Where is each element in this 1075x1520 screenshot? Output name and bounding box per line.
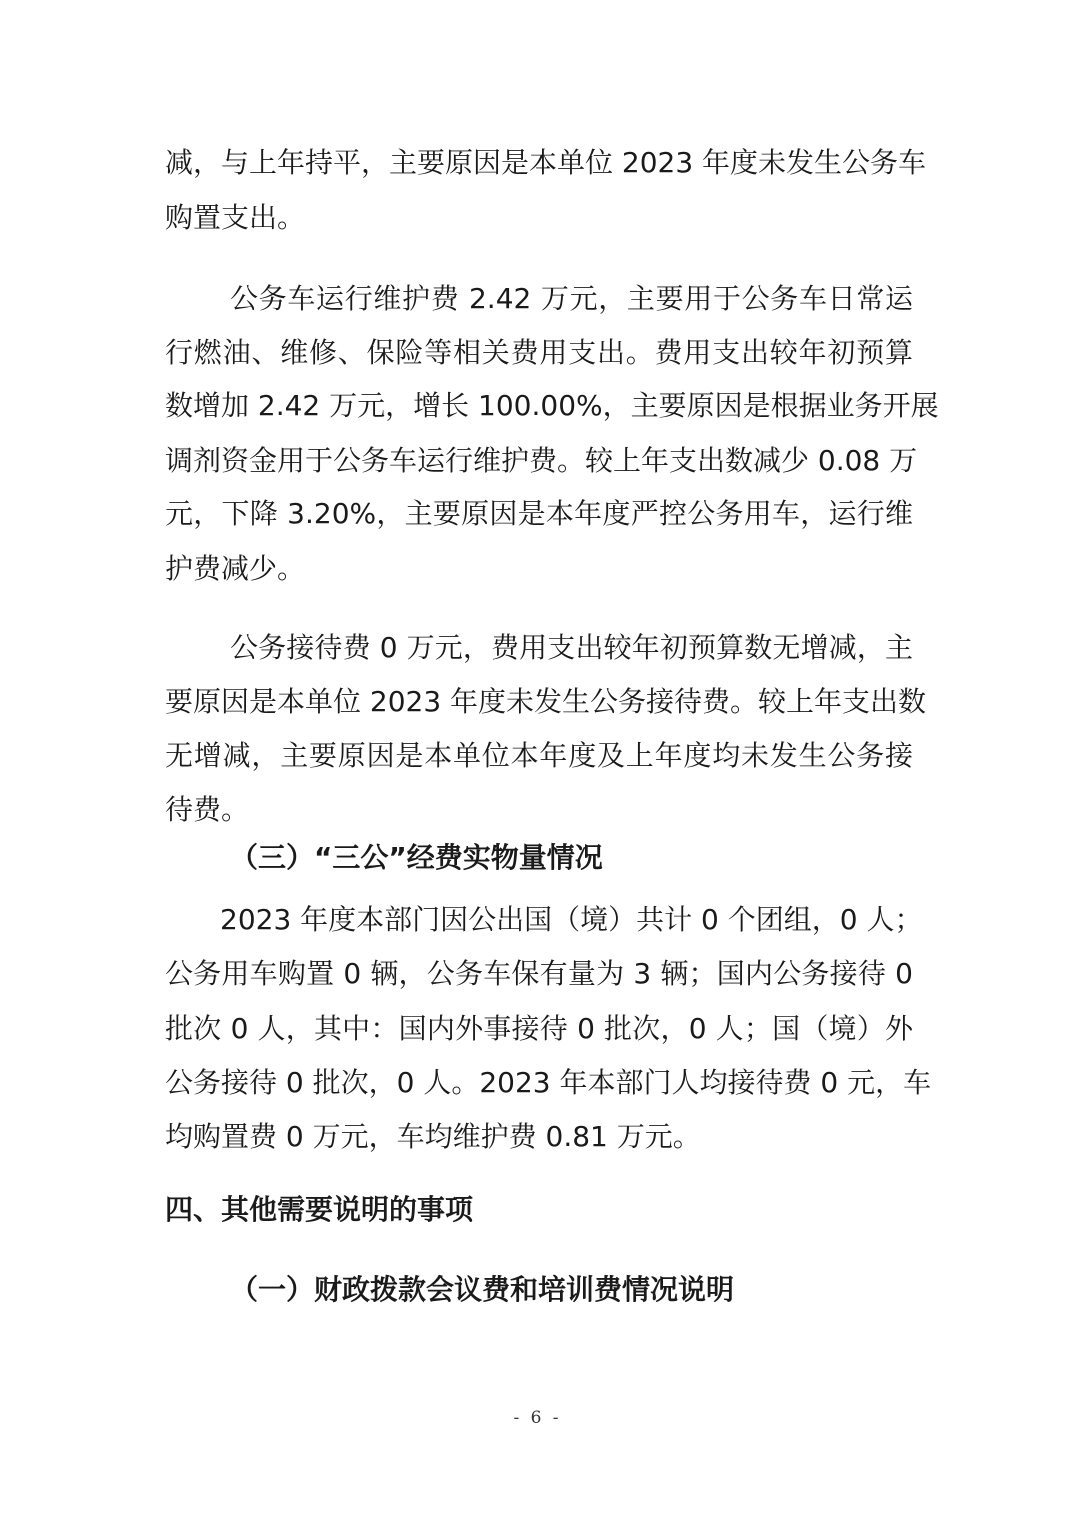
paragraph-line: 公务用车购置 0 辆，公务车保有量为 3 辆；国内公务接待 0 (165, 957, 913, 990)
subsection-heading: （三）“三公”经费实物量情况 (230, 841, 603, 874)
paragraph-line: 公务接待 0 批次，0 人。2023 年本部门人均接待费 0 元，车 (165, 1066, 932, 1099)
paragraph-line: 无增减，主要原因是本单位本年度及上年度均未发生公务接 (165, 739, 913, 772)
paragraph-line: 批次 0 人，其中：国内外事接待 0 批次，0 人；国（境）外 (165, 1012, 913, 1045)
paragraph-line: 行燃油、维修、保险等相关费用支出。费用支出较年初预算 (165, 336, 913, 369)
paragraph-line: 调剂资金用于公务车运行维护费。较上年支出数减少 0.08 万 (165, 444, 918, 477)
paragraph-line: 待费。 (165, 793, 250, 826)
paragraph-line: 2023 年度本部门因公出国（境）共计 0 个团组，0 人； (220, 903, 923, 936)
paragraph-line: 要原因是本单位 2023 年度未发生公务接待费。较上年支出数 (165, 685, 927, 718)
paragraph-line: 均购置费 0 万元，车均维护费 0.81 万元。 (165, 1120, 701, 1153)
page-number: - 6 - (513, 1408, 562, 1428)
paragraph-line: 公务接待费 0 万元，费用支出较年初预算数无增减，主 (230, 631, 913, 664)
paragraph-line: 元，下降 3.20%，主要原因是本年度严控公务用车，运行维 (165, 497, 913, 530)
section-heading: 四、其他需要说明的事项 (165, 1193, 474, 1226)
paragraph-line: 购置支出。 (165, 201, 306, 234)
paragraph-line: 公务车运行维护费 2.42 万元，主要用于公务车日常运 (230, 282, 913, 315)
paragraph-line: 数增加 2.42 万元，增长 100.00%，主要原因是根据业务开展 (165, 389, 939, 422)
paragraph-line: 减，与上年持平，主要原因是本单位 2023 年度未发生公务车 (165, 146, 927, 179)
paragraph-line: 护费减少。 (165, 552, 306, 585)
subsection-heading: （一）财政拨款会议费和培训费情况说明 (230, 1273, 735, 1306)
